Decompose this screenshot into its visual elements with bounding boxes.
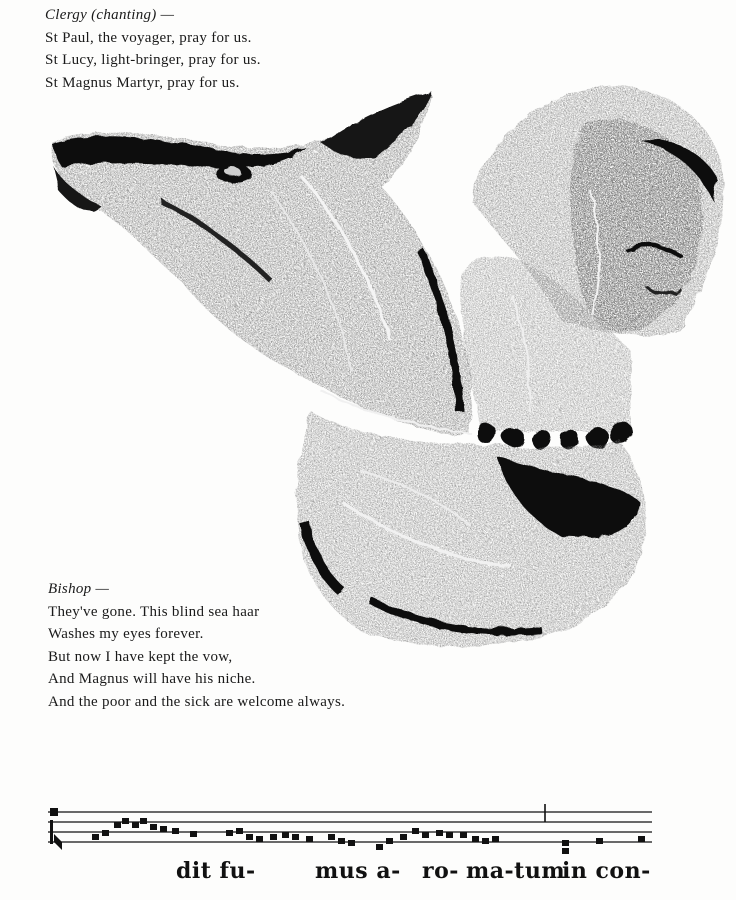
horse-head <box>50 90 471 435</box>
bishop-line-5: And the poor and the sick are welcome always. <box>48 693 346 710</box>
bishop-line-4: And Magnus will have his niche. <box>48 671 256 687</box>
neumes <box>92 818 645 854</box>
chant-syllable-1: dit fu- <box>176 858 256 884</box>
chant-syllable-5: in con- <box>562 858 651 884</box>
chant-syllable-2: mus a- <box>315 858 401 884</box>
bishop-line-3: But now I have kept the vow, <box>48 648 233 665</box>
bishop-verse <box>48 578 345 713</box>
bishop-line-2: Washes my eyes forever. <box>48 626 204 642</box>
chant-syllable-4: ma-tum <box>466 858 566 884</box>
chant-syllable-3: ro- <box>422 858 459 884</box>
plainchant-staff <box>40 800 660 900</box>
bishop-speaker: Bishop — <box>48 581 110 597</box>
cowled-figure <box>459 85 722 448</box>
bishop-line-1: They've gone. This blind sea haar <box>48 603 260 620</box>
clergy-line-2: St Lucy, light-bringer, pray for us. <box>45 52 261 68</box>
clergy-line-3: St Magnus Martyr, pray for us. <box>45 74 240 91</box>
clergy-speaker: Clergy (chanting) — <box>45 7 175 23</box>
horse-and-monk-illustration <box>40 80 730 660</box>
cloak-mass <box>295 410 644 645</box>
clergy-line-1: St Paul, the voyager, pray for us. <box>45 29 252 46</box>
clef-icon <box>50 808 62 850</box>
